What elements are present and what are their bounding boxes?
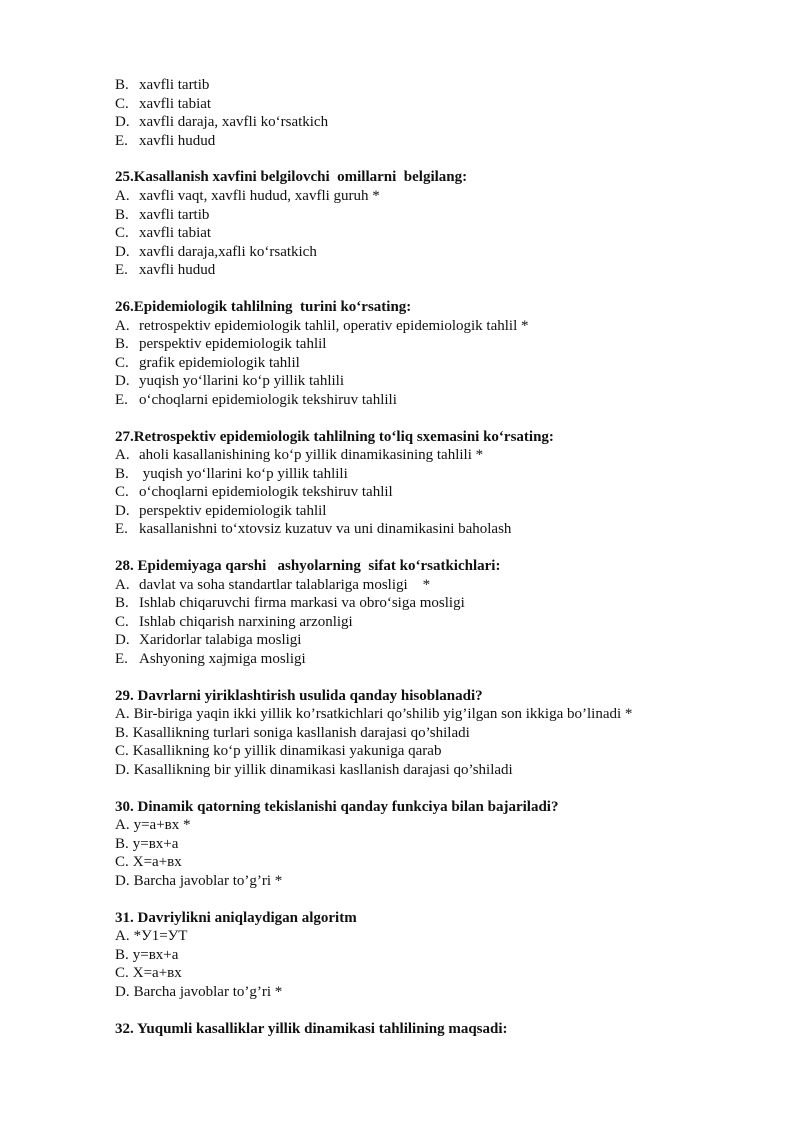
option-text: y=a+вх * bbox=[133, 817, 191, 834]
option-text: grafik epidemiologik tahlil bbox=[139, 354, 300, 371]
option-letter: B. bbox=[115, 465, 129, 482]
question-title: 26.Epidemiologik tahlilning turini koʻrsating: bbox=[115, 298, 412, 315]
answer-option bbox=[115, 465, 755, 484]
option-text: xavfli tabiat bbox=[139, 225, 212, 242]
question-title: 32. Yuqumli kasalliklar yillik dinamikasi tahlilining maqsadi: bbox=[115, 1020, 508, 1037]
option-letter: B. bbox=[115, 724, 129, 741]
question-block bbox=[115, 557, 755, 669]
answer-option bbox=[115, 613, 755, 632]
option-text: X=a+вх bbox=[132, 965, 182, 982]
answer-option bbox=[115, 946, 755, 965]
option-text: xavfli daraja, xavfli koʻrsatkich bbox=[139, 114, 329, 131]
option-text: kasallanishni toʻxtovsiz kuzatuv va uni dinamikasini baholash bbox=[139, 521, 512, 538]
option-text: retrospektiv epidemiologik tahlil, operativ epidemiologik tahlil * bbox=[139, 317, 529, 334]
answer-option bbox=[115, 835, 755, 854]
question-block bbox=[115, 298, 755, 410]
option-text: xavfli tabiat bbox=[139, 95, 212, 112]
answer-option bbox=[115, 964, 755, 983]
option-text: y=вх+a bbox=[132, 835, 179, 852]
option-text: perspektiv epidemiologik tahlil bbox=[139, 336, 327, 353]
answer-option bbox=[115, 983, 755, 1002]
question-block bbox=[115, 1020, 755, 1039]
option-letter: D. bbox=[115, 632, 130, 649]
option-letter: A. bbox=[115, 576, 130, 593]
option-letter: E. bbox=[115, 132, 128, 149]
answer-option bbox=[115, 816, 755, 835]
option-text: Kasallikning koʻp yillik dinamikasi yakuniga qarab bbox=[132, 743, 442, 760]
option-letter: A. bbox=[115, 817, 130, 834]
question-block bbox=[115, 168, 755, 280]
answer-option bbox=[115, 853, 755, 872]
option-letter: A. bbox=[115, 447, 130, 464]
option-text: Ishlab chiqaruvchi firma markasi va obroʻsiga mosligi bbox=[139, 595, 465, 612]
question-title: 30. Dinamik qatorning tekislanishi qanday funkciya bilan bajariladi? bbox=[115, 798, 559, 815]
option-letter: C. bbox=[115, 225, 129, 242]
question-title: 29. Davrlarni yiriklashtirish usulida qanday hisoblanadi? bbox=[115, 687, 483, 704]
option-text: xavfli tartib bbox=[139, 77, 210, 93]
option-text: xavfli hudud bbox=[139, 262, 216, 279]
question-title: 25.Kasallanish xavfini belgilovchi omillarni belgilang: bbox=[115, 169, 468, 186]
answer-option bbox=[115, 446, 755, 465]
option-text: xavfli vaqt, xavfli hudud, xavfli guruh * bbox=[139, 187, 380, 204]
option-text: oʻchoqlarni epidemiologik tekshiruv tahlil bbox=[139, 484, 393, 501]
option-text: oʻchoqlarni epidemiologik tekshiruv tahlili bbox=[139, 391, 397, 408]
option-letter: D. bbox=[115, 502, 130, 519]
option-letter: A. bbox=[115, 317, 130, 334]
option-letter: D. bbox=[115, 373, 130, 390]
option-letter: A. bbox=[115, 187, 130, 204]
option-letter: C. bbox=[115, 965, 129, 982]
option-b bbox=[115, 76, 755, 95]
option-text: yuqish yoʻllarini koʻp yillik tahlili bbox=[139, 373, 344, 390]
option-letter: E. bbox=[115, 651, 128, 668]
option-text: Barcha javoblar to’g’ri * bbox=[133, 872, 283, 889]
answer-option bbox=[115, 502, 755, 521]
question-title: 28. Epidemiyaga qarshi ashyolarning sifat koʻrsatkichlari: bbox=[115, 558, 501, 575]
question-block bbox=[115, 687, 755, 780]
answer-option bbox=[115, 761, 755, 780]
option-letter: E. bbox=[115, 521, 128, 538]
answer-option bbox=[115, 576, 755, 595]
answer-option bbox=[115, 483, 755, 502]
option-c bbox=[115, 95, 755, 114]
option-letter: B. bbox=[115, 835, 129, 852]
option-text: *У1=УТ bbox=[133, 928, 188, 945]
answer-option bbox=[115, 872, 755, 891]
option-letter: D. bbox=[115, 762, 130, 778]
option-letter: A. bbox=[115, 928, 130, 945]
answer-option bbox=[115, 372, 755, 391]
option-letter: A. bbox=[115, 706, 130, 723]
option-letter: C. bbox=[115, 743, 129, 760]
option-text: Ishlab chiqarish narxining arzonligi bbox=[139, 613, 353, 630]
option-letter: D. bbox=[115, 243, 130, 260]
answer-option bbox=[115, 631, 755, 650]
option-text: Kasallikning turlari soniga kasllanish darajasi qo’shiladi bbox=[132, 724, 470, 741]
option-letter: D. bbox=[115, 983, 130, 1000]
answer-option bbox=[115, 520, 755, 539]
answer-option bbox=[115, 724, 755, 743]
answer-option bbox=[115, 335, 755, 354]
answer-option bbox=[115, 224, 755, 243]
option-text: Barcha javoblar to’g’ri * bbox=[133, 983, 283, 1000]
option-text: Xaridorlar talabiga mosligi bbox=[139, 632, 302, 649]
option-letter: B. bbox=[115, 595, 129, 612]
answer-option bbox=[115, 261, 755, 280]
answer-option bbox=[115, 354, 755, 373]
option-letter: C. bbox=[115, 95, 129, 112]
question-title: 31. Davriylikni aniqlaydigan algoritm bbox=[115, 909, 357, 926]
option-text: perspektiv epidemiologik tahlil bbox=[139, 502, 327, 519]
option-letter: C. bbox=[115, 484, 129, 501]
question-title: 27.Retrospektiv epidemiologik tahlilning toʻliq sxemasini koʻrsating: bbox=[115, 428, 554, 445]
option-text: xavfli hudud bbox=[139, 132, 216, 149]
option-text: yuqish yoʻllarini koʻp yillik tahlili bbox=[139, 465, 348, 482]
option-letter: B. bbox=[115, 206, 129, 223]
option-letter: D. bbox=[115, 872, 130, 889]
option-letter: C. bbox=[115, 613, 129, 630]
answer-option bbox=[115, 243, 755, 262]
answer-option bbox=[115, 391, 755, 410]
answer-option bbox=[115, 206, 755, 225]
option-letter: B. bbox=[115, 336, 129, 353]
option-d bbox=[115, 113, 755, 132]
answer-option bbox=[115, 927, 755, 946]
option-text: Kasallikning bir yillik dinamikasi kasllanish darajasi qo’shiladi bbox=[133, 762, 513, 778]
answer-option bbox=[115, 187, 755, 206]
option-letter: D. bbox=[115, 114, 130, 131]
option-letter: C. bbox=[115, 354, 129, 371]
option-text: xavfli tartib bbox=[139, 206, 210, 223]
answer-option bbox=[115, 594, 755, 613]
option-letter: E. bbox=[115, 391, 128, 408]
option-text: davlat va soha standartlar talablariga mosligi * bbox=[139, 576, 431, 593]
question-block bbox=[115, 428, 755, 540]
answer-option bbox=[115, 742, 755, 761]
option-text: aholi kasallanishining koʻp yillik dinamikasining tahlili * bbox=[139, 447, 484, 464]
lead-options-block bbox=[115, 76, 755, 150]
question-list bbox=[115, 168, 755, 1038]
option-letter: E. bbox=[115, 262, 128, 279]
answer-option bbox=[115, 650, 755, 669]
option-letter: B. bbox=[115, 946, 129, 963]
option-text: Bir-biriga yaqin ikki yillik ko’rsatkichlari qo’shilib yig’ilgan son ikkiga bo’linadi * bbox=[133, 706, 633, 723]
option-letter: B. bbox=[115, 77, 129, 93]
option-text: Ashyoning xajmiga mosligi bbox=[139, 651, 306, 668]
option-text: xavfli daraja,xafli koʻrsatkich bbox=[139, 243, 317, 260]
question-block bbox=[115, 798, 755, 891]
answer-option bbox=[115, 705, 755, 724]
option-letter: C. bbox=[115, 854, 129, 871]
option-text: y=вх+a bbox=[132, 946, 179, 963]
option-e bbox=[115, 132, 755, 151]
document-content bbox=[115, 76, 755, 1056]
option-text: X=a+вх bbox=[132, 854, 182, 871]
question-block bbox=[115, 909, 755, 1002]
answer-option bbox=[115, 317, 755, 336]
